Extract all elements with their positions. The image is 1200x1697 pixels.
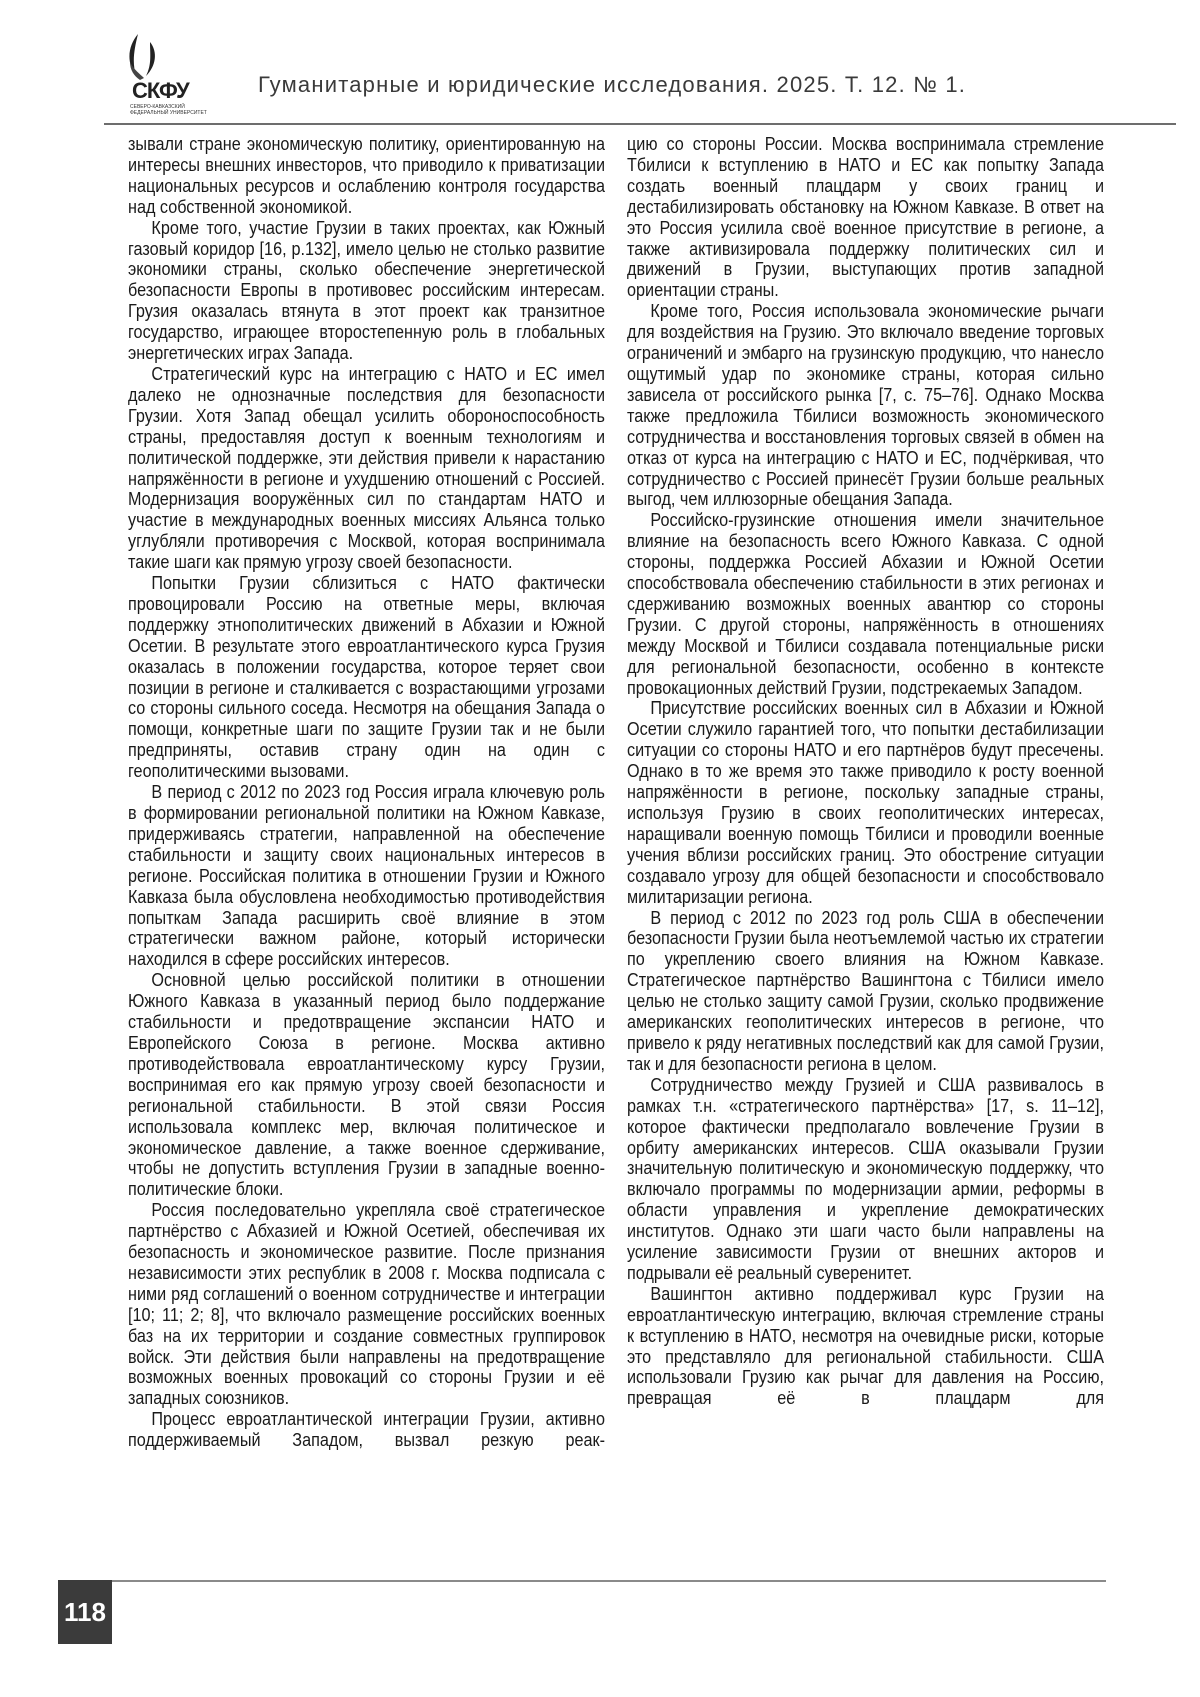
paragraph: Вашингтон активно поддерживал курс Грузии на евроатлантическую интеграцию, включая стремление страны к вступлению в НАТО, несмотря на очевидные риски, которые это представляло для региональной стабильности. США использовали Грузию как рычаг для давления на Россию, превращая её в плацдарм для — [627, 1284, 1104, 1409]
paragraph: Основной целью российской политики в отношении Южного Кавказа в указанный период было поддержание стабильности и предотвращение экспансии НАТО и Европейского Союза в регионе. Москва активно противодействовала евроатлантическому курсу Грузии, воспринимая его как прямую угрозу своей безопасности и региональной стабильности. В этой связи Россия использовала комплекс мер, включая политическое и экономическое давление, а также военное сдерживание, чтобы не допустить вступления Грузии в западные военно-политические блоки. — [128, 970, 605, 1200]
paragraph: Кроме того, участие Грузии в таких проектах, как Южный газовый коридор [16, p.132], имело целью не столько развитие экономики страны, сколько обеспечение энергетической безопасности Европы в противовес российским интересам. Грузия оказалась втянута в этот проект как транзитное государство, играющее второстепенную роль в глобальных энергетических играх Запада. — [128, 218, 605, 364]
footer-divider — [112, 1580, 1106, 1582]
paragraph: Российско-грузинские отношения имели значительное влияние на безопасность всего Южного Кавказа. С одной стороны, поддержка Россией Абхазии и Южной Осетии способствовала обеспечению стабильности в этих регионах и сдерживанию возможных военных авантюр со стороны Грузии. С другой стороны, напряжённость в отношениях между Москвой и Тбилиси создавала потенциальные риски для региональной безопасности, особенно в контексте провокационных действий Грузии, подстрекаемых Западом. — [627, 510, 1104, 698]
paragraph: Сотрудничество между Грузией и США развивалось в рамках т.н. «стратегического партнёрства» [17, s. 11–12], которое фактически предполагало вовлечение Грузии в орбиту американских интересов. США оказывали Грузии значительную политическую и экономическую поддержку, что включало программы по модернизации армии, реформы в области управления и укрепление демократических институтов. Однако эти шаги часто были направлены на усиление зависимости Грузии от внешних акторов и подрывали её реальный суверенитет. — [627, 1075, 1104, 1284]
paragraph: зывали стране экономическую политику, ориентированную на интересы внешних инвесторов, что приводило к приватизации национальных ресурсов и ослаблению контроля государства над собственной экономикой. — [128, 134, 605, 218]
journal-title: Гуманитарные и юридические исследования. 2025. Т. 12. № 1. — [258, 72, 966, 98]
paragraph: цию со стороны России. Москва воспринимала стремление Тбилиси к вступлению в НАТО и ЕС как попытку Запада создать военный плацдарм у своих границ и дестабилизировать обстановку на Южном Кавказе. В ответ на это Россия усилила своё военное присутствие в регионе, а также активизировала поддержку политических сил и движений в Грузии, выступающих против западной ориентации страны. — [627, 134, 1104, 301]
logo-name: СКФУ — [132, 78, 189, 104]
paragraph: Кроме того, Россия использовала экономические рычаги для воздействия на Грузию. Это включало введение торговых ограничений и эмбарго на грузинскую продукцию, что нанесло ощутимый удар по экономике страны, которая сильно зависела от российского рынка [7, с. 75–76]. Однако Москва также предложила Тбилиси возможность экономического сотрудничества и восстановления торговых связей в обмен на отказ от курса на интеграцию с НАТО и ЕС, подчёркивая, что сотрудничество с Россией принесёт Грузии больше реальных выгод, чем иллюзорные обещания Запада. — [627, 301, 1104, 510]
paragraph: Процесс евроатлантической интеграции Грузии, активно поддерживаемый Западом, вызвал резкую реак- — [128, 1409, 605, 1451]
paragraph: Россия последовательно укрепляла своё стратегическое партнёрство с Абхазией и Южной Осетией, обеспечивая их безопасность и экономическое развитие. После признания независимости этих республик в 2008 г. Москва подписала с ними ряд соглашений о военном сотрудничестве и интеграции [10; 11; 2; 8], что включало размещение российских военных баз на их территории и создание совместных группировок войск. Эти действия были направлены на предотвращение возможных военных провокаций со стороны Грузии и её западных союзников. — [128, 1200, 605, 1409]
paragraph: В период с 2012 по 2023 год Россия играла ключевую роль в формировании региональной политики на Южном Кавказе, придерживаясь стратегии, направленной на обеспечение стабильности и защиту своих национальных интересов в регионе. Российская политика в отношении Грузии и Южного Кавказа была обусловлена необходимостью противодействия попыткам Запада расширить своё влияние в этом стратегически важном районе, который исторически находился в сфере российских интересов. — [128, 782, 605, 970]
right-column — [627, 134, 1104, 1409]
page-number: 118 — [58, 1580, 112, 1644]
paragraph: Попытки Грузии сблизиться с НАТО фактически провоцировали Россию на ответные меры, включая поддержку этнополитических движений в Абхазии и Южной Осетии. В результате этого евроатлантического курса Грузия оказалась в положении государства, которое теряет свои позиции в регионе и сталкивается с возрастающими угрозами со стороны сильного соседа. Несмотря на обещания Запада о помощи, конкретные шаги по защите Грузии так и не были предприняты, оставив страну один на один с геополитическими вызовами. — [128, 573, 605, 782]
paragraph: Присутствие российских военных сил в Абхазии и Южной Осетии служило гарантией того, что попытки дестабилизации ситуации со стороны НАТО и его партнёров будут пресечены. Однако в то же время это также приводило к росту военной напряжённости в регионе, поскольку западные страны, используя Грузию в своих геополитических интересах, наращивали военную помощь Тбилиси и проводили военные учения вблизи российских границ. Это обострение ситуации создавало угрозу для общей безопасности и способствовало милитаризации региона. — [627, 698, 1104, 907]
paragraph: В период с 2012 по 2023 год роль США в обеспечении безопасности Грузии была неотъемлемой частью их стратегии по укреплению своего влияния на Южном Кавказе. Стратегическое партнёрство Вашингтона с Тбилиси имело целью не столько защиту самой Грузии, сколько продвижение американских геополитических интересов в регионе, что привело к ряду негативных последствий как для самой Грузии, так и для безопасности региона в целом. — [627, 908, 1104, 1075]
paragraph: Стратегический курс на интеграцию с НАТО и ЕС имел далеко не однозначные последствия для безопасности Грузии. Хотя Запад обещал усилить обороноспособность страны, предоставляя доступ к военным технологиям и политической поддержке, эти действия привели к нарастанию напряжённости в регионе и ухудшению отношений с Россией. Модернизация вооружённых сил по стандартам НАТО и участие в международных военных миссиях Альянса только углубляли противоречия с Москвой, которая воспринимала такие шаги как прямую угрозу своей безопасности. — [128, 364, 605, 573]
logo-subtitle: СЕВЕРО-КАВКАЗСКИЙ ФЕДЕРАЛЬНЫЙ УНИВЕРСИТЕТ — [130, 104, 210, 116]
header-divider — [104, 123, 1176, 125]
university-logo — [118, 32, 228, 122]
left-column — [128, 134, 605, 1451]
